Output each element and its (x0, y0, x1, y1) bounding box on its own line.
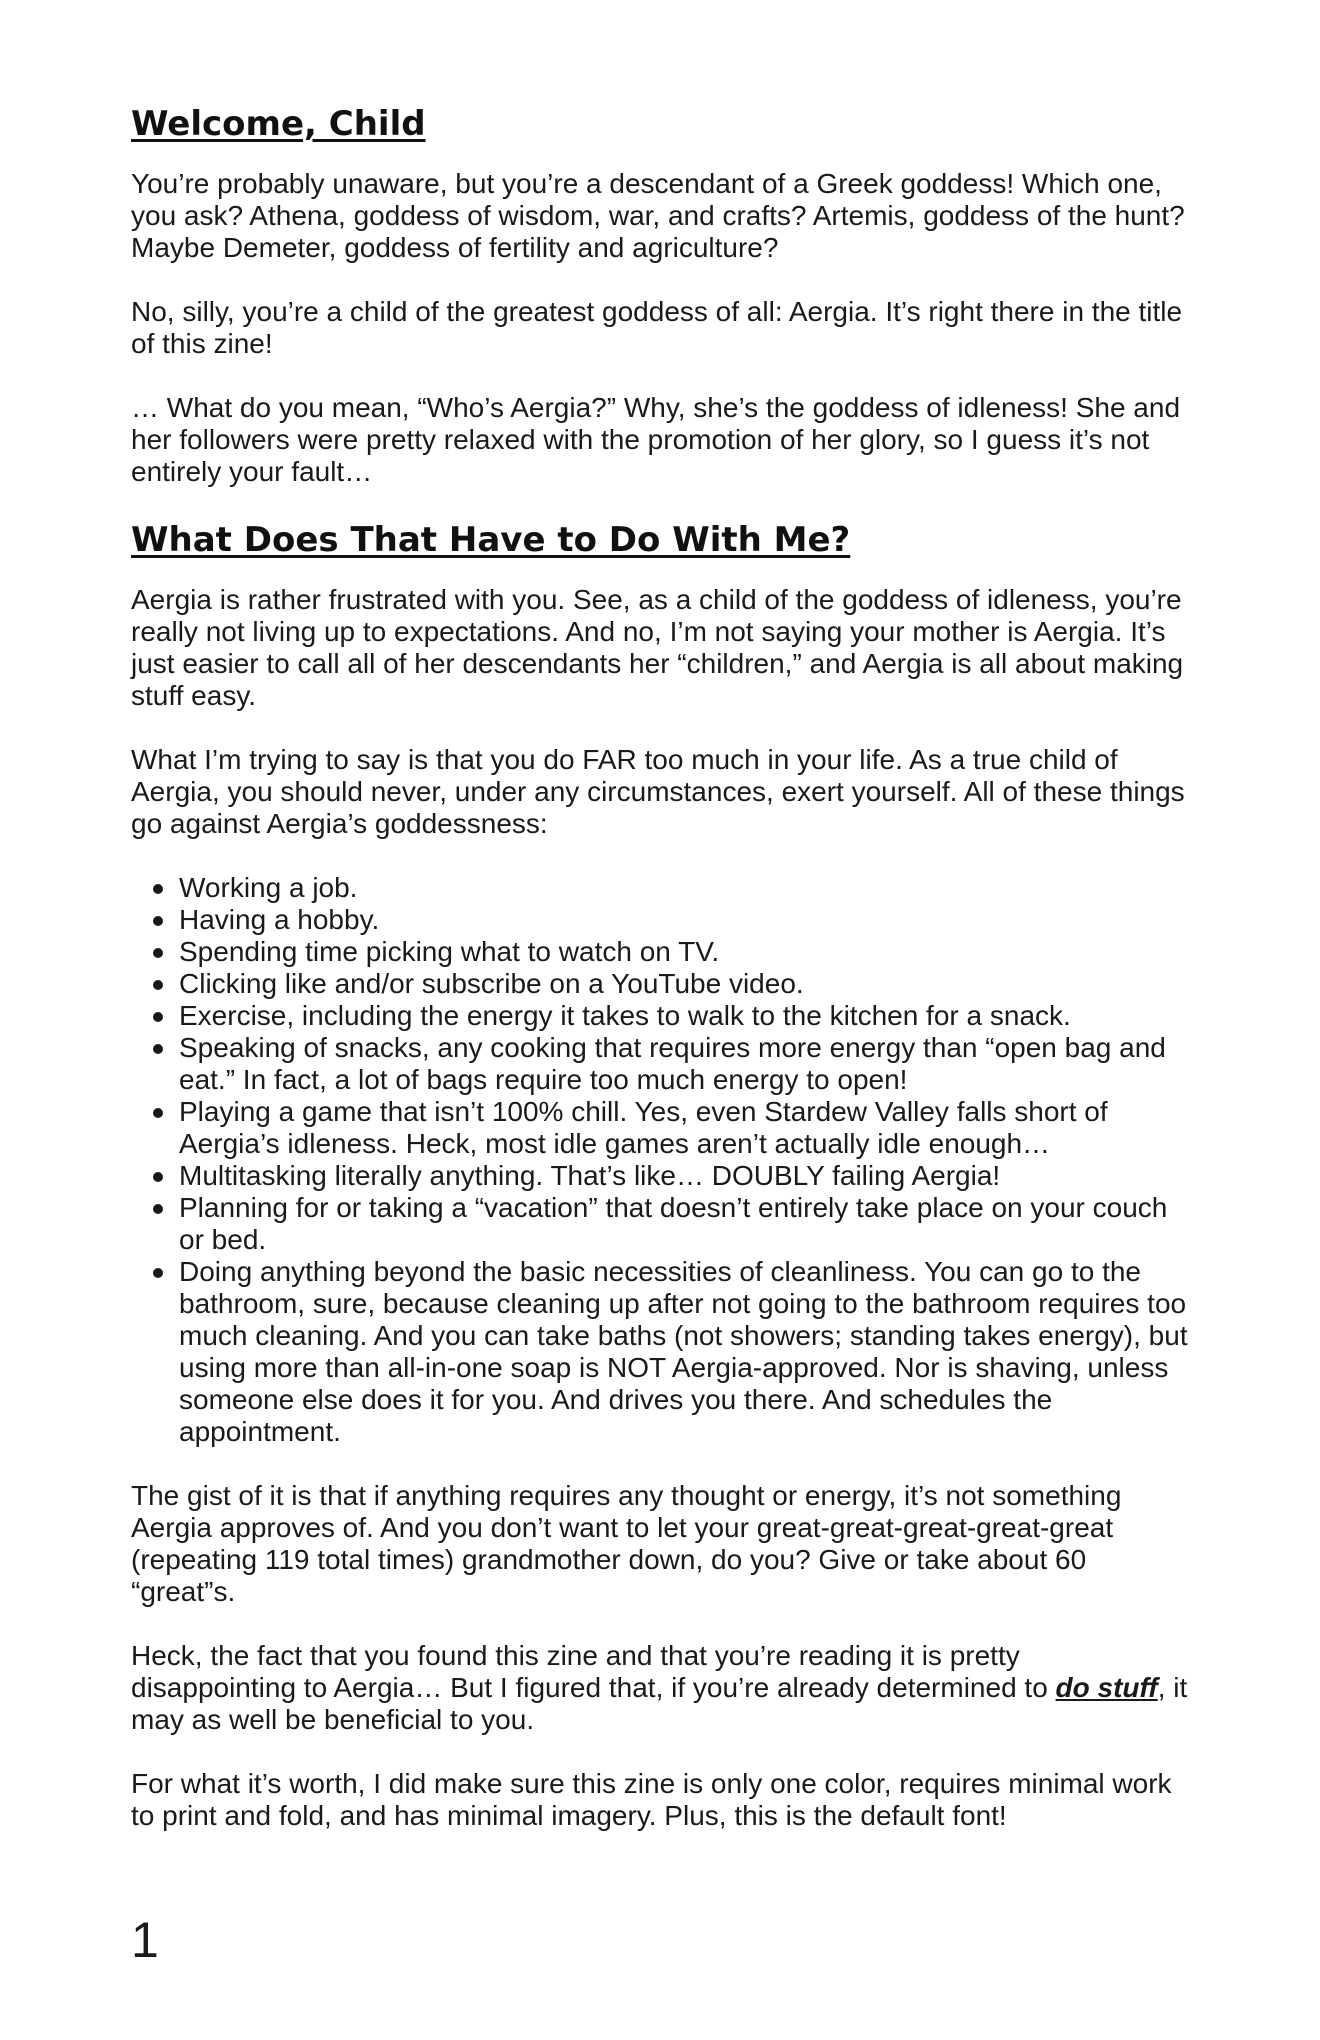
list-item: Planning for or taking a “vacation” that doesn’t entirely take place on your couch or bed. (179, 1192, 1191, 1256)
list-item: Having a hobby. (179, 904, 1191, 936)
paragraph-gist: The gist of it is that if anything requires any thought or energy, it’s not something Aergia approves of. And you don’t want to let your great-great-great-great-great (repeating 119 total times) grandmother down, do you? Give or take about 60 “great”s. (131, 1480, 1122, 1607)
list-item: Playing a game that isn’t 100% chill. Yes, even Stardew Valley falls short of Aergia’s idleness. Heck, most idle games aren’t actually idle enough… (179, 1096, 1191, 1160)
paragraph-aergia-child: No, silly, you’re a child of the greatest goddess of all: Aergia. It’s right there in the title of this zine! (131, 296, 1183, 359)
list-item: Working a job. (179, 872, 1191, 904)
paragraph-heck (131, 1640, 1191, 1736)
bullet-list-forbidden-activities (131, 872, 1191, 1448)
paragraph-intro: You’re probably unaware, but you’re a descendant of a Greek goddess! Which one, you ask? Athena, goddess of wisdom, war, and crafts? Artemis, goddess of the hunt? Maybe Demeter, goddess of fertility and agriculture? (131, 168, 1185, 263)
paragraph-closing: For what it’s worth, I did make sure this zine is only one color, requires minimal work to print and fold, and has minimal imagery. Plus, this is the default font! (131, 1768, 1172, 1831)
list-item: Clicking like and/or subscribe on a YouTube video. (179, 968, 1191, 1000)
paragraph-whos-aergia: … What do you mean, “Who’s Aergia?” Why, she’s the goddess of idleness! She and her followers were pretty relaxed with the promotion of her glory, so I guess it’s not entirely your fault… (131, 392, 1181, 487)
heading-welcome: Welcome, Child (131, 104, 426, 144)
page-number: 1 (131, 1912, 159, 1968)
heading-what-does-that-have-to-do: What Does That Have to Do With Me? (131, 520, 851, 560)
list-item: Multitasking literally anything. That’s like… DOUBLY failing Aergia! (179, 1160, 1191, 1192)
emphasis-do-stuff: do stuff (1055, 1672, 1158, 1703)
paragraph-far-too-much: What I’m trying to say is that you do FAR too much in your life. As a true child of Aergia, you should never, under any circumstances, exert yourself. All of these things go against Aergia’s goddessness: (131, 744, 1185, 839)
list-item: Exercise, including the energy it takes to walk to the kitchen for a snack. (179, 1000, 1191, 1032)
zine-page (131, 104, 1191, 1864)
list-item: Doing anything beyond the basic necessities of cleanliness. You can go to the bathroom, sure, because cleaning up after not going to the bathroom requires too much cleaning. And you can take baths (not showers; standing takes energy), but using more than all-in-one soap is NOT Aergia-approved. Nor is shaving, unless someone else does it for you. And drives you there. And schedules the appointment. (179, 1256, 1191, 1448)
heck-text-after: , it may as well be beneficial to you. (131, 1672, 1188, 1735)
paragraph-frustrated: Aergia is rather frustrated with you. See, as a child of the goddess of idleness, you’re really not living up to expectations. And no, I’m not saying your mother is Aergia. It’s just easier to call all of her descendants her “children,” and Aergia is all about making stuff easy. (131, 584, 1184, 711)
heck-text-before: Heck, the fact that you found this zine and that you’re reading it is pretty disappointing to Aergia… But I figured that, if you’re already determined to (131, 1640, 1056, 1703)
list-item: Speaking of snacks, any cooking that requires more energy than “open bag and eat.” In fact, a lot of bags require too much energy to open! (179, 1032, 1191, 1096)
list-item: Spending time picking what to watch on TV. (179, 936, 1191, 968)
